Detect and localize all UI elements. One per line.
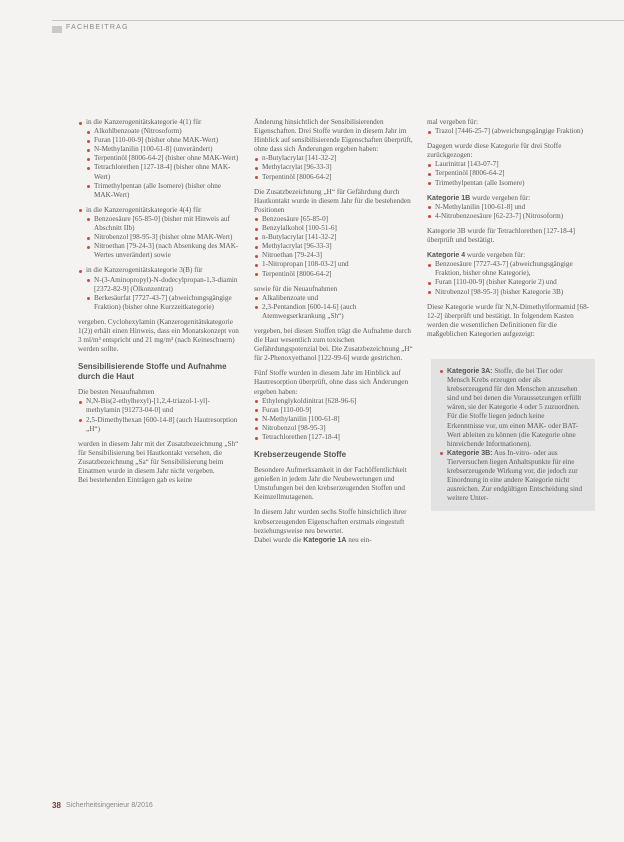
- list-item: N-(3-Aminopropyl)-N-dodecylpropan-1,3-diamin [2372-82-9] (Ölkonzentrat): [86, 276, 242, 294]
- list-item: Trimethylpentan (alle Isomere) (bisher ohne MAK-Wert): [86, 182, 242, 200]
- list-withdrawn: [427, 160, 591, 187]
- paragraph: Besondere Aufmerksamkeit in der Fachöffentlichkeit genießen in jedem Jahr die Neubewertungen und Umstufungen bei den krebserzeugenden Stoffen und Keimzellmutagenen.: [254, 466, 407, 502]
- list-item: Trazol [7446-25-7] (abweichungsgängige Fraktion): [427, 127, 591, 136]
- paragraph: vergeben, bei diesen Stoffen trägt die Aufnahme durch die Haut wesentlich zum toxischen Gefährdungspotenzial bei. Die Zusatzbezeichnung „H“ für 2-Phenoxyethanol [122-99-6] wurde gestrichen.: [254, 326, 413, 363]
- list-item: Nitroethan [79-24-3]: [254, 251, 418, 260]
- list-item: n-Butylacrylat [141-32-2]: [254, 154, 418, 163]
- list-checked-sensitizers: [254, 154, 418, 181]
- list-item: Benzoesäure [7727-43-7] (abweichungsgängige Fraktion, bisher ohne Kategorie),: [427, 260, 591, 278]
- definition-label: Kategorie 3B:: [447, 449, 493, 457]
- definitions-box: [431, 359, 595, 511]
- list-item: Furan [110-00-9] (bisher ohne MAK-Wert): [86, 136, 242, 145]
- list-item: Terpentinöl [8006-64-2] (bisher ohne MAK-Wert): [86, 154, 242, 163]
- list-item: Benzoesäure [65-85-0] (bisher mit Hinweis auf Abschnitt IIb): [86, 215, 242, 233]
- paragraph: In diesem Jahr wurden sechs Stoffe hinsichtlich ihrer krebserzeugenden Eigenschaften erstmals eingestuft beziehungsweise neu bewertet.: [254, 508, 407, 535]
- section-heading: Krebserzeugende Stoffe: [254, 450, 347, 460]
- publication-name: Sicherheitsingenieur 8/2016: [66, 802, 153, 809]
- paragraph: sowie für die Neuaufnahmen: [254, 284, 338, 293]
- list-item: Nitrobenzol [98-95-3] (bisher Kategorie 3B): [427, 288, 591, 297]
- paragraph: Die Zusatzbezeichnung „H“ für Gefährdung durch Hautkontakt wurde in diesem Jahr für die bestehenden Positionen: [254, 187, 411, 214]
- paragraph: wurden in diesem Jahr mit der Zusatzbezeichnung „Sh“ für Sensibilisierung bei Hautkontakt versehen, die Zusatzbezeichnung „Sa“ für Sensibilisierung beim Einatmen wurde in diesem Jahr nicht vergeben.: [78, 439, 239, 475]
- category-label: Kategorie 4: [427, 252, 466, 260]
- paragraph: Die besten Neuaufnahmen: [78, 388, 155, 397]
- list-skin-checked: [254, 397, 418, 442]
- list-item: Furan [110-00-9] (bisher Kategorie 2) und: [427, 278, 591, 287]
- paragraph: Kategorie 4 wurde vergeben für:: [427, 251, 526, 260]
- header-accent-block: [52, 26, 62, 33]
- list-item: Terpentinöl [8006-64-2]: [254, 173, 418, 182]
- paragraph: Kategorie 1B wurde vergeben für:: [427, 193, 531, 202]
- list-item: Methylacrylat [96-33-3]: [254, 242, 418, 251]
- list-item: 2,5-Dimethylhexan [600-14-8] (auch Hautresorption „H“): [78, 416, 242, 434]
- list-category-1a: [427, 127, 591, 136]
- list-item: Tetrachlorethen [127-18-4] (bisher ohne MAK-Wert): [86, 163, 242, 181]
- list-item: 4-Nitrobenzoesäure [62-23-7] (Nitrosoform): [427, 212, 591, 221]
- section-heading: Sensibilisierende Stoffe und Aufnahme durch die Haut: [78, 362, 227, 382]
- category-label: Kategorie 1A: [303, 536, 347, 544]
- list-category-4-4: [78, 206, 242, 261]
- list-skin-existing: [254, 215, 418, 279]
- list-item: N,N-Bis(2-ethylhexyl)-[1,2,4-triazol-1-yl]-methylamin [91273-04-0] und: [78, 397, 242, 415]
- list-lead: in die Kanzerogenitätskategorie 4(4) für: [86, 205, 202, 214]
- list-item: Trimethylpentan (alle Isomere): [427, 179, 591, 188]
- paragraph: Dabei wurde die Kategorie 1A neu ein-: [254, 535, 372, 544]
- list-item: Terpentinöl [8006-64-2]: [427, 169, 591, 178]
- list-lead: in die Kanzerogenitätskategorie 4(1) für: [86, 118, 202, 126]
- paragraph: Dagegen wurde diese Kategorie für drei Stoffe zurückgezogen:: [427, 142, 562, 160]
- paragraph: Diese Kategorie wurde für N,N-Dimethylformamid [68-12-2] überprüft und bestätigt. In folgendem Kasten werden die wesentlichen Definitionen für die maßgeblichen Kategorien aufgezeigt:: [427, 302, 590, 338]
- list-item: 2,3-Pentandion [600-14-6] (auch Atemwegserkrankung „Sh“): [254, 303, 418, 321]
- list-item: Terpentinöl [8006-64-2]: [254, 270, 418, 279]
- definition-label: Kategorie 3A:: [447, 367, 493, 375]
- definition-item: Kategorie 3A: Stoffe, die bei Tier oder Mensch Krebs erzeugen oder als krebserzeugend für den Menschen anzusehen sind und bei denen die Voraussetzungen erfüllt wären, sie der Kategorie 4 oder 5 zuzuordnen. Für die Stoffe liegen jedoch keine Erkenntnisse vor, um einen MAK- oder BAT-Wert ableiten zu können (die Kategorie ohne hinreichende Informationen).: [439, 367, 583, 449]
- list-item: Laurinitrat [143-07-7]: [427, 160, 591, 169]
- list-item: 1-Nitropropan [108-03-2] und: [254, 260, 418, 269]
- definition-item: Kategorie 3B: Aus In-vitro- oder aus Tierversuchen liegen Anhaltspunkte für eine krebserzeugende Wirkung vor, die jedoch zur Einordnung in eine andere Kategorie nicht ausreichen. Zur endgültigen Entscheidung sind weitere Unter-: [439, 449, 583, 504]
- list-skin-new: [254, 294, 418, 321]
- paragraph: mal vergeben für:: [427, 118, 478, 126]
- column-right: [427, 118, 591, 511]
- category-label: Kategorie 1B: [427, 194, 471, 202]
- paragraph: Kategorie 3B wurde für Tetrachlorethen [127-18-4] überprüft und bestätigt.: [427, 226, 576, 245]
- list-item: Furan [110-00-9]: [254, 406, 418, 415]
- list-item: N-Methylanilin [100-61-8] (unverändert): [86, 145, 242, 154]
- section-label: FACHBEITRAG: [66, 24, 129, 31]
- paragraph: vergeben. Cyclohexylamin (Kanzerogenitätskategorie 1(2)) erhält einen Hinweis, dass ein Monatskonzept von 3 ml/m³ entspricht und 21 mg/m³ (nach Keineschuern) werden sollte.: [78, 317, 239, 354]
- list-item: Ethylenglykoldinitrat [628-96-6]: [254, 397, 418, 406]
- list-item: Nitrobenzol [98-95-3] (bisher ohne MAK-Wert): [86, 233, 242, 242]
- list-item: N-Methylanilin [100-61-8] und: [427, 203, 591, 212]
- list-item: Benzylalkohol [100-51-6]: [254, 224, 418, 233]
- list-item: Nitroethan [79-24-3] (nach Absenkung des MAK-Wertes unverändert) sowie: [86, 242, 242, 260]
- list-item: N-Methylanilin [100-61-8]: [254, 415, 418, 424]
- list-item: Alkohlbenzoate (Nitrosoform): [86, 127, 242, 136]
- list-item: n-Butylacrylat [141-32-2]: [254, 233, 418, 242]
- column-middle: [254, 118, 418, 545]
- list-item: Benzoesäure [65-85-0]: [254, 215, 418, 224]
- paragraph: Bei bestehenden Einträgen gab es keine: [78, 476, 193, 485]
- paragraph: Fünf Stoffe wurden in diesem Jahr im Hinblick auf Hautresorption überprüft, ohne dass sich Änderungen ergeben haben:: [254, 369, 409, 396]
- list-item: Berkesäurfat [7727-43-7] (abweichungsgängige Fraktion) (bisher ohne Kurzzeitkategorie): [86, 294, 242, 312]
- list-category-3b: [78, 266, 242, 311]
- header-rule: [52, 20, 624, 21]
- list-lead: in die Kanzerogenitätskategorie 3(B) für: [86, 266, 203, 275]
- page-number: 38: [52, 801, 61, 810]
- definitions-list: [439, 367, 583, 503]
- list-category-1b: [427, 203, 591, 221]
- list-item: Methylacrylat [96-33-3]: [254, 163, 418, 172]
- list-item: Alkalibenzoate und: [254, 294, 418, 303]
- paragraph: Änderung hinsichtlich der Sensibilisierenden Eigenschaften. Drei Stoffe wurden in diesem Jahr im Hinblick auf sensibilisierende Eigenschaften überprüft, ohne dass sich Änderungen ergeben haben:: [254, 118, 413, 154]
- list-category-4-1: [78, 118, 242, 200]
- list-item: Nitrobenzol [98-95-3]: [254, 424, 418, 433]
- column-left: [78, 118, 242, 485]
- list-sensitizers: [78, 397, 242, 433]
- list-category-4: [427, 260, 591, 296]
- list-item: Tetrachlorethen [127-18-4]: [254, 433, 418, 442]
